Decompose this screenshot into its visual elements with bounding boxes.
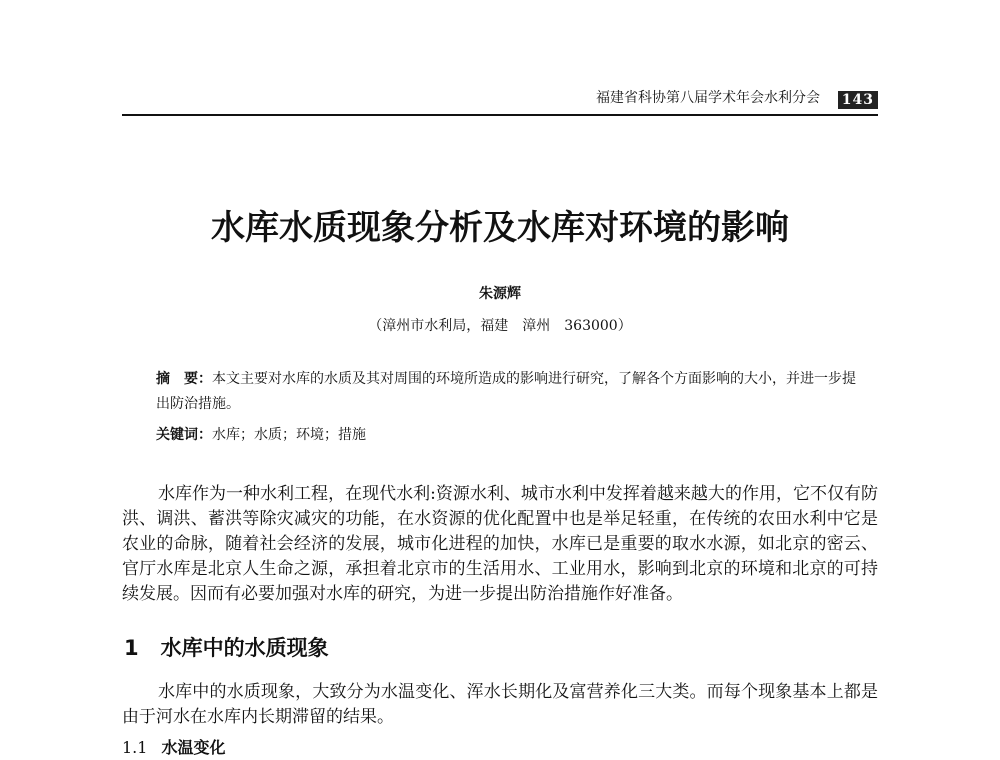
running-header: [122, 80, 878, 116]
subsection-heading-1-1: [122, 735, 225, 758]
keywords: [156, 425, 856, 445]
page-number: 143: [838, 91, 878, 109]
keywords-text: 水库；水质；环境；措施: [212, 427, 366, 443]
intro-paragraph: 水库作为一种水利工程，在现代水利:资源水利、城市水利中发挥着越来越大的作用，它不仅有防洪、调洪、蓄洪等除灾减灾的功能，在水资源的优化配置中也是举足轻重，在传统的农田水利中它是农业的命脉，随着社会经济的发展，城市化进程的加快，水库已是重要的取水水源，如北京的密云、官厅水库是北京人生命之源，承担着北京市的生活用水、工业用水，影响到北京的环境和北京的可持续发展。因而有必要加强对水库的研究，为进一步提出防治措施作好准备。: [122, 484, 878, 604]
section-number: 1: [124, 636, 139, 660]
author-affiliation: （漳州市水利局，福建 漳州 363000）: [368, 318, 632, 334]
subsection-number: 1.1: [122, 738, 148, 757]
author-name: 朱源辉: [479, 286, 521, 302]
abstract: [156, 367, 856, 417]
paper-title: 水库水质现象分析及水库对环境的影响: [211, 208, 789, 248]
subsection-title: 水温变化: [161, 738, 226, 757]
abstract-text: 本文主要对水库的水质及其对周围的环境所造成的影响进行研究，了解各个方面影响的大小，并进一步提出防治措施。: [156, 371, 856, 412]
keywords-label: 关键词：: [156, 427, 212, 443]
section-heading-1: [124, 632, 329, 662]
abstract-label: 摘 要：: [156, 371, 212, 387]
section-title: 水库中的水质现象: [160, 636, 329, 660]
journal-name: 福建省科协第八届学术年会水利分会: [596, 90, 820, 106]
section-1-paragraph: 水库中的水质现象，大致分为水温变化、浑水长期化及富营养化三大类。而每个现象基本上都是由于河水在水库内长期滞留的结果。: [122, 682, 878, 727]
